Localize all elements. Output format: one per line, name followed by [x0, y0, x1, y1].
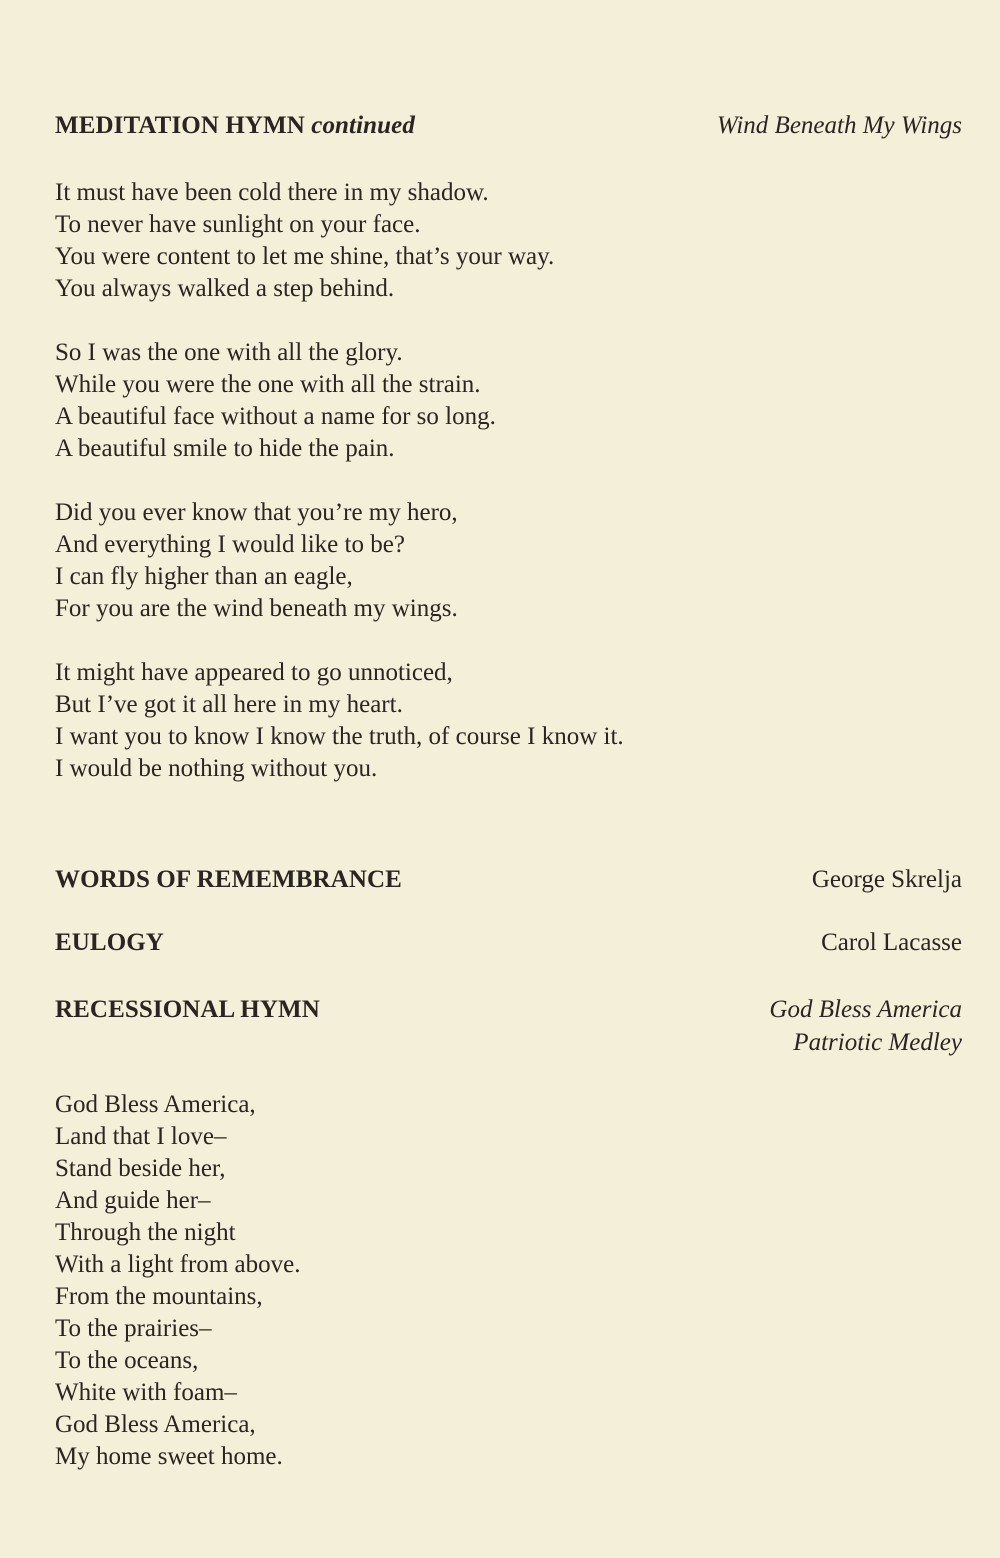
recessional-song — [769, 993, 962, 1059]
recessional-row — [55, 993, 962, 1059]
lyrics-stanza-4 — [55, 657, 624, 785]
recessional-song-title: God Bless America — [769, 996, 962, 1023]
lyric-line: Stand beside her, — [55, 1155, 226, 1182]
lyric-line: So I was the one with all the glory. — [55, 339, 403, 366]
lyric-line: Through the night — [55, 1219, 236, 1246]
lyric-line: I want you to know I know the truth, of course I know it. — [55, 723, 624, 750]
lyric-line: God Bless America, — [55, 1411, 256, 1438]
lyric-line: A beautiful face without a name for so long. — [55, 403, 496, 430]
meditation-hymn-continued: continued — [311, 112, 415, 139]
lyric-line: To the oceans, — [55, 1347, 199, 1374]
lyric-line: From the mountains, — [55, 1283, 263, 1310]
lyric-line: To the prairies– — [55, 1315, 212, 1342]
lyric-line: White with foam– — [55, 1379, 237, 1406]
lyric-line: For you are the wind beneath my wings. — [55, 595, 458, 622]
remembrance-heading: WORDS OF REMEMBRANCE — [55, 866, 402, 893]
remembrance-speaker: George Skrelja — [811, 866, 962, 893]
lyric-line: It must have been cold there in my shadow. — [55, 179, 489, 206]
lyric-line: I would be nothing without you. — [55, 755, 378, 782]
meditation-hymn-heading — [55, 112, 415, 140]
lyric-line: Did you ever know that you’re my hero, — [55, 499, 458, 526]
recessional-lyrics — [55, 1089, 300, 1473]
lyric-line: You always walked a step behind. — [55, 275, 395, 302]
lyric-line: And guide her– — [55, 1187, 211, 1214]
lyric-line: My home sweet home. — [55, 1443, 283, 1470]
meditation-hymn-title: MEDITATION HYMN — [55, 112, 305, 139]
lyric-line: It might have appeared to go unnoticed, — [55, 659, 453, 686]
lyric-line: God Bless America, — [55, 1091, 256, 1118]
remembrance-row — [55, 866, 962, 894]
lyric-line: But I’ve got it all here in my heart. — [55, 691, 403, 718]
meditation-song-title: Wind Beneath My Wings — [716, 112, 962, 139]
lyrics-stanza-1 — [55, 177, 554, 305]
eulogy-row — [55, 929, 962, 957]
lyrics-stanza-2 — [55, 337, 496, 465]
lyric-line: A beautiful smile to hide the pain. — [55, 435, 395, 462]
meditation-hymn-header — [55, 112, 962, 140]
lyric-line: And everything I would like to be? — [55, 531, 405, 558]
lyric-line: While you were the one with all the strain. — [55, 371, 481, 398]
lyrics-stanza-3 — [55, 497, 458, 625]
lyric-line: I can fly higher than an eagle, — [55, 563, 353, 590]
eulogy-speaker: Carol Lacasse — [821, 929, 962, 956]
lyric-line: You were content to let me shine, that’s your way. — [55, 243, 555, 270]
lyric-line: To never have sunlight on your face. — [55, 211, 421, 238]
recessional-heading: RECESSIONAL HYMN — [55, 996, 320, 1023]
lyric-line: With a light from above. — [55, 1251, 301, 1278]
lyric-line: Land that I love– — [55, 1123, 227, 1150]
recessional-song-subtitle: Patriotic Medley — [793, 1029, 962, 1056]
eulogy-heading: EULOGY — [55, 929, 164, 956]
